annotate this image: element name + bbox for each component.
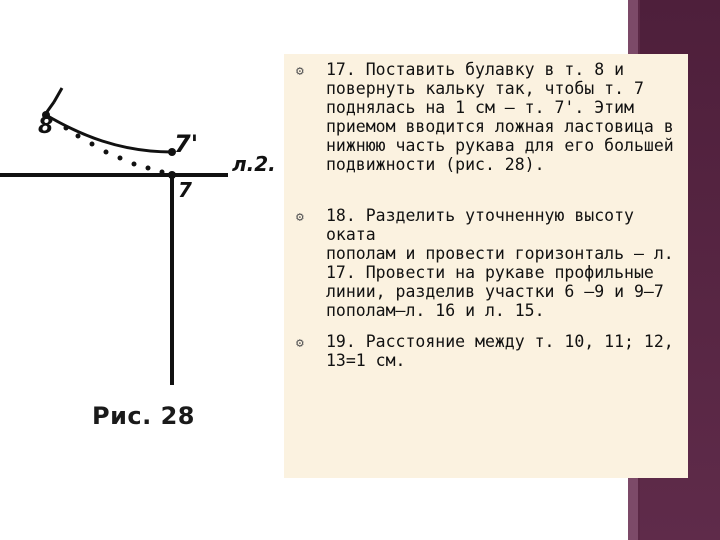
point-7	[168, 171, 176, 179]
bullet-icon: ⚙	[296, 336, 304, 351]
list-item	[296, 206, 678, 320]
list-item	[296, 332, 678, 370]
list-item-text: 18. Разделить уточненную высоту оката пополам и провести горизонталь — л. 17. Провести на рукаве профильные линии, разделив участки 6 —9 и 9—7 пополам—л. 16 и л. 15.	[326, 206, 674, 320]
text-panel	[284, 54, 688, 478]
list-item	[296, 60, 678, 174]
list-item-text: 17. Поставить булавку в т. 8 и повернуть кальку так, чтобы т. 7 поднялась на 1 см — т. 7'. Этим приемом вводится ложная ластовица в нижнюю часть рукава для его большей подвижности (рис. 28).	[326, 60, 674, 174]
label-line-2: л.2.	[232, 152, 276, 176]
list-item-text: 19. Расстояние между т. 10, 11; 12, 13=1 см.	[326, 332, 674, 370]
label-point-7prime: 7'	[174, 130, 199, 158]
label-point-7: 7	[178, 178, 192, 202]
bullet-icon: ⚙	[296, 210, 304, 225]
label-point-8: 8	[38, 114, 54, 139]
curve-8-7prime	[46, 115, 172, 152]
figure-caption: Рис. 28	[92, 402, 196, 430]
bullet-icon: ⚙	[296, 64, 304, 79]
